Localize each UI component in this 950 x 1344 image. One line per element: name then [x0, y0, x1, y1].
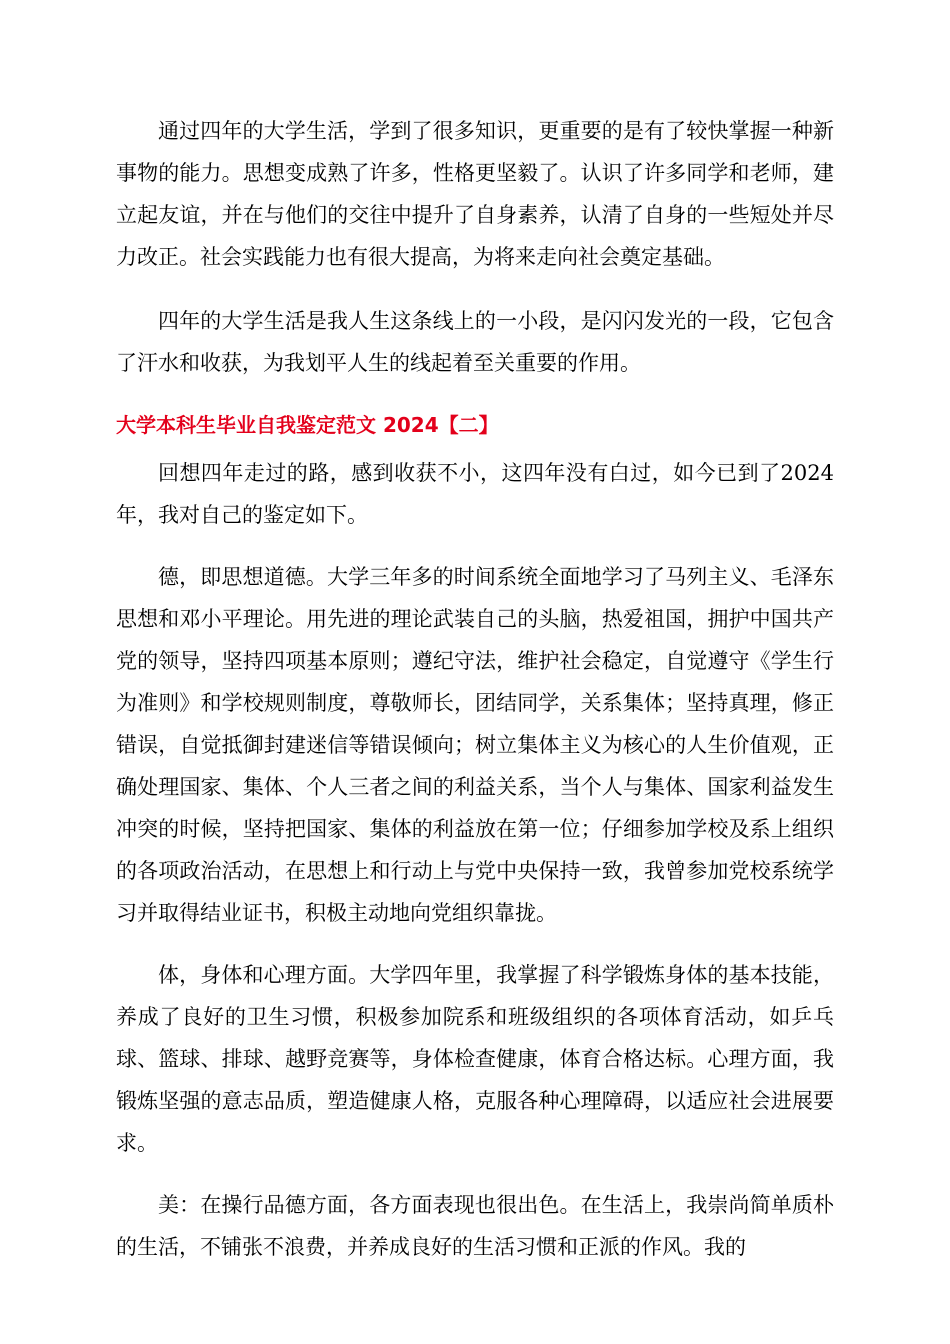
paragraph-morality: 德，即思想道德。大学三年多的时间系统全面地学习了马列主义、毛泽东思想和邓小平理论。用先进的理论武装自己的头脑，热爱祖国，拥护中国共产党的领导，坚持四项基本原则；遵纪守法，维护社会稳定，自觉遵守《学生行为准则》和学校规则制度，尊敬师长，团结同学，关系集体；坚持真理，修正错误，自觉抵御封建迷信等错误倾向；树立集体主义为核心的人生价值观，正确处理国家、集体、个人三者之间的利益关系，当个人与集体、国家利益发生冲突的时候，坚持把国家、集体的利益放在第一位；仔细参加学校及系上组织的各项政治活动，在思想上和行动上与党中央保持一致，我曾参加党校系统学习并取得结业证书，积极主动地向党组织靠拢。: [116, 565, 834, 925]
paragraph-conduct: 美：在操行品德方面，各方面表现也很出色。在生活上，我崇尚简单质朴的生活，不铺张不浪费，并养成良好的生活习惯和正派的作风。我的: [116, 1193, 834, 1259]
paragraph-intro: 回想四年走过的路，感到收获不小，这四年没有白过，如今已到了2024年，我对自己的鉴定如下。: [116, 461, 834, 527]
paragraph-growth: 通过四年的大学生活，学到了很多知识，更重要的是有了较快掌握一种新事物的能力。思想变成熟了许多，性格更坚毅了。认识了许多同学和老师，建立起友谊，并在与他们的交往中提升了自身素养，认清了自身的一些短处并尽力改正。社会实践能力也有很大提高，为将来走向社会奠定基础。: [116, 119, 834, 269]
paragraph-physical-mental: 体，身体和心理方面。大学四年里，我掌握了科学锻炼身体的基本技能，养成了良好的卫生习惯，积极参加院系和班级组织的各项体育活动，如乒乓球、篮球、排球、越野竞赛等，身体检查健康，体育合格达标。心理方面，我锻炼坚强的意志品质，塑造健康人格，克服各种心理障碍，以适应社会进展要求。: [116, 963, 834, 1155]
section-heading: 大学本科生毕业自我鉴定范文 2024【二】: [116, 413, 499, 437]
document-page: [116, 110, 834, 1288]
paragraph-life-segment: 四年的大学生活是我人生这条线上的一小段，是闪闪发光的一段，它包含了汗水和收获，为我划平人生的线起着至关重要的作用。: [116, 309, 834, 375]
